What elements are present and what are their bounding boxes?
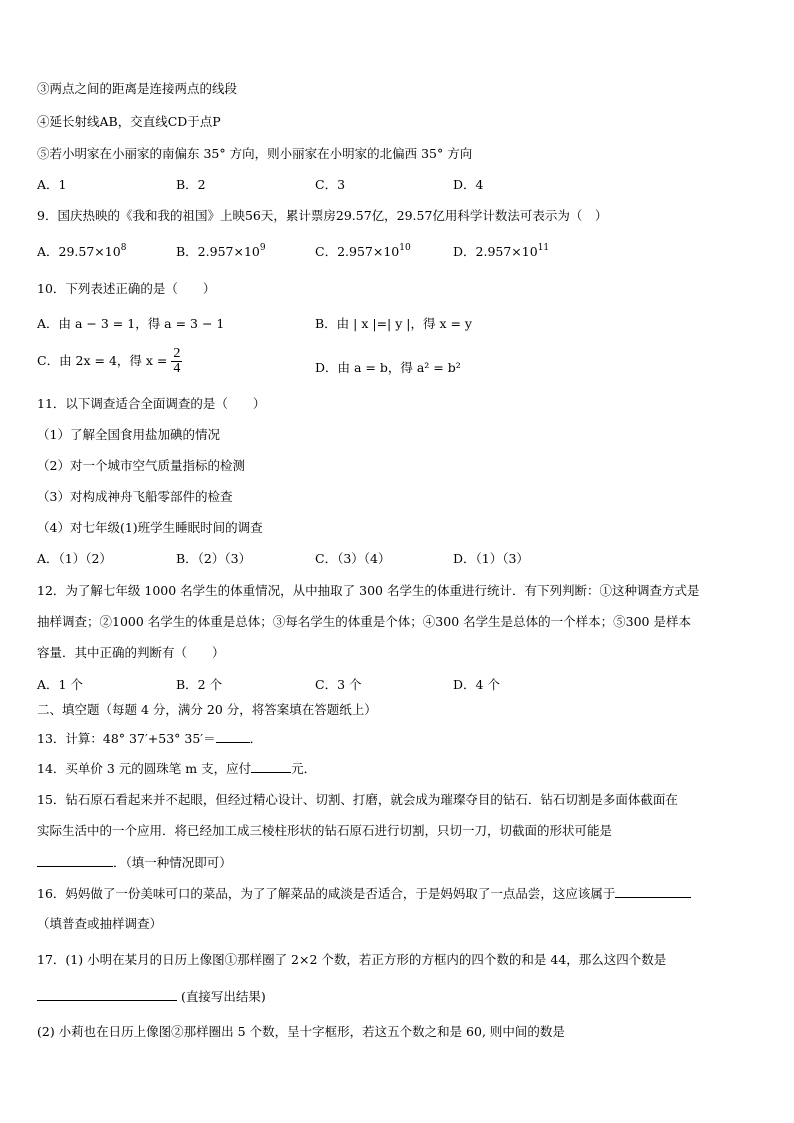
q10-option-c: [37, 347, 182, 376]
fraction-numerator: 2: [173, 346, 181, 361]
q12-line-3: 容量．其中正确的判断有（ ）: [37, 645, 225, 660]
q14-answer-blank[interactable]: [251, 759, 291, 773]
q14-text: 14．买单价 3 元的圆珠笔 m 支，应付: [37, 761, 252, 776]
q8-option-a: A．1: [37, 177, 67, 192]
statement-3: ③两点之间的距离是连接两点的线段: [37, 81, 238, 96]
q14-end: 元．: [291, 761, 317, 776]
q11-item-3: （3）对构成神舟飞船零部件的检查: [37, 489, 233, 504]
q12-option-a: A．1 个: [37, 677, 83, 692]
q9-option-a: [37, 243, 126, 261]
statement-5: ⑤若小明家在小丽家的南偏东 35° 方向，则小丽家在小明家的北偏西 35° 方向: [37, 146, 473, 161]
statement-4: ④延长射线AB，交直线CD于点P: [37, 114, 221, 129]
q9-option-c: [315, 243, 411, 261]
q9-option-b-exp: 9: [259, 243, 266, 253]
q11-option-a: A．（1）（2）: [37, 551, 112, 566]
q8-option-d: D．4: [453, 177, 484, 192]
q11-item-4: （4）对七年级(1)班学生睡眠时间的调查: [37, 520, 263, 535]
q9-option-a-exp: 8: [120, 243, 127, 253]
q16-line-1-text: 16．妈妈做了一份美味可口的菜品，为了了解菜品的咸淡是否适合，于是妈妈取了一点品尝，这应该属于: [37, 886, 616, 901]
q10-stem: 10．下列表述正确的是（ ）: [37, 281, 216, 296]
fraction-denominator: 4: [173, 361, 181, 376]
q17-line-1: 17．(1) 小明在某月的日历上像图①那样圈了 2×2 个数，若正方形的方框内的四个数的和是 44，那么这四个数是: [37, 952, 667, 967]
q12-option-d: D．4 个: [453, 677, 500, 692]
q9-option-d-exp: 11: [537, 243, 550, 253]
q10-option-d: D．由 a = b，得 a² = b²: [315, 360, 461, 375]
q11-option-b: B．（2）（3）: [176, 551, 252, 566]
q15-line-1: 15．钻石原石看起来并不起眼，但经过精心设计、切割、打磨，就会成为璀璨夺目的钻石．钻石切割是多面体截面在: [37, 792, 678, 807]
q17-line-2-text: (直接写出结果): [180, 989, 266, 1004]
q11-item-2: （2）对一个城市空气质量指标的检测: [37, 458, 245, 473]
q17-line-3: (2) 小莉也在日历上像图②那样圈出 5 个数，呈十字框形，若这五个数之和是 60, 则中间的数是: [37, 1024, 565, 1039]
fraction-2-over-4: [171, 347, 182, 376]
q15-line-3-text: ．（填一种情况即可）: [113, 855, 232, 870]
q9-option-d: [453, 243, 549, 261]
q10-option-a: A．由 a − 3 = 1，得 a = 3 − 1: [37, 316, 225, 331]
q12-line-2: 抽样调查；②1000 名学生的体重是总体；③每名学生的体重是个体；④300 名学生是总体的一个样本；⑤300 是样本: [37, 614, 691, 629]
q11-option-d: D．（1）（3）: [453, 551, 529, 566]
q9-option-c-exp: 10: [399, 243, 411, 253]
q15-line-2: 实际生活中的一个应用．将已经加工成三棱柱形状的钻石原石进行切割，只切一刀，切截面的形状可能是: [37, 823, 613, 838]
q15-line-3: [37, 853, 232, 872]
q10-option-c-text: C．由 2x = 4，得 x =: [37, 353, 168, 368]
q9-option-b-text: B．2.957×10: [176, 244, 260, 259]
q12-line-1: 12．为了解七年级 1000 名学生的体重情况，从中抽取了 300 名学生的体重进行统计．有下列判断：①这种调查方式是: [37, 583, 700, 598]
q14: [37, 759, 316, 778]
q13-answer-blank[interactable]: [216, 729, 250, 743]
q11-item-1: （1）了解全国食用盐加碘的情况: [37, 427, 220, 442]
q9-option-b: [176, 243, 266, 261]
q17-answer-blank[interactable]: [37, 987, 177, 1001]
q8-option-b: B．2: [176, 177, 206, 192]
q13: [37, 729, 262, 748]
q15-answer-blank[interactable]: [37, 853, 113, 867]
q10-option-b: B．由 | x |=| y |，得 x = y: [315, 316, 472, 331]
q8-option-c: C．3: [315, 177, 346, 192]
q9-option-a-text: A．29.57×10: [37, 244, 121, 259]
q9-option-c-text: C．2.957×10: [315, 244, 400, 259]
q13-text: 13．计算：48° 37′+53° 35′＝: [37, 731, 216, 746]
q16-line-1: [37, 884, 691, 903]
q16-line-2: （填普查或抽样调查）: [37, 916, 163, 931]
q17-line-2: [37, 987, 266, 1006]
q9-stem: 9．国庆热映的《我和我的祖国》上映56天，累计票房29.57亿，29.57亿用科学计数法可表示为（ ）: [37, 208, 608, 223]
q11-stem: 11．以下调查适合全面调查的是（ ）: [37, 396, 266, 411]
q9-option-d-text: D．2.957×10: [453, 244, 538, 259]
q13-end: ．: [249, 731, 263, 746]
section-heading-fill-in: 二、填空题（每题 4 分，满分 20 分，将答案填在答题纸上）: [37, 702, 377, 717]
q16-answer-blank[interactable]: [615, 884, 691, 898]
q12-option-c: C．3 个: [315, 677, 362, 692]
q12-option-b: B．2 个: [176, 677, 223, 692]
q11-option-c: C．（3）（4）: [315, 551, 391, 566]
